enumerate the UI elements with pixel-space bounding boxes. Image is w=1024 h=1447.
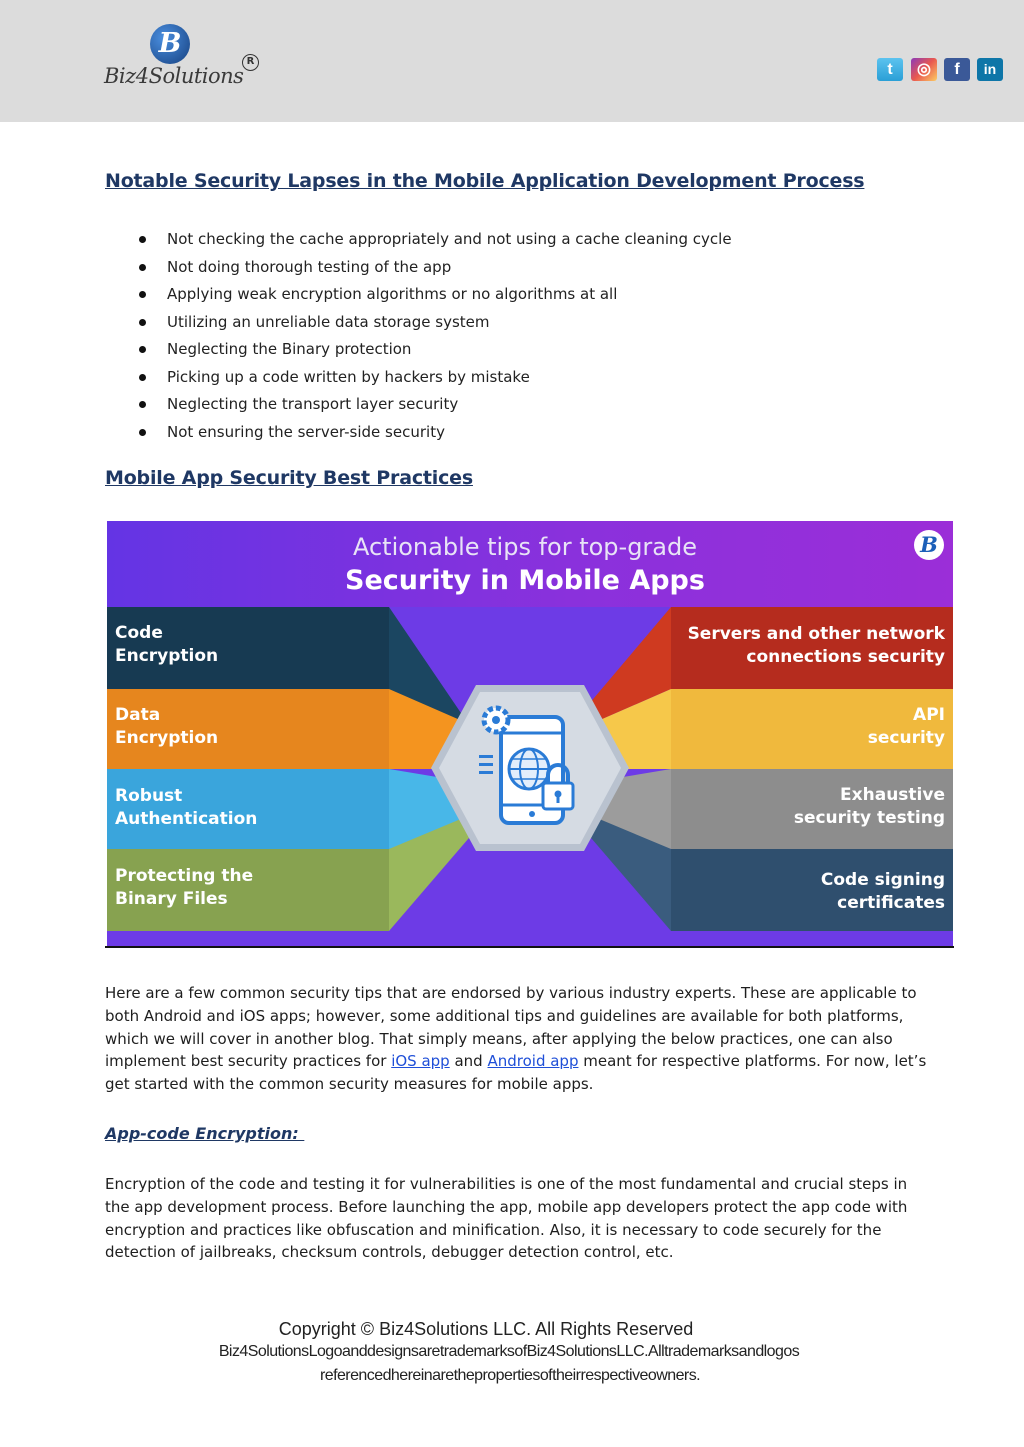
intro-paragraph — [105, 982, 955, 1096]
infographic-title-line1: Actionable tips for top-grade — [352, 533, 698, 561]
instagram-icon[interactable]: ◎ — [911, 58, 937, 81]
text-line: the app development process. Before launching the app, mobile app developers protect the app code with — [105, 1197, 908, 1216]
text-line: detection of jailbreaks, checksum controls, debugger detection control, etc. — [105, 1243, 674, 1262]
ios-app-link[interactable]: iOS app — [391, 1052, 450, 1071]
linkedin-icon[interactable]: in — [977, 58, 1003, 81]
list-item: Utilizing an unreliable data storage system — [133, 311, 732, 339]
security-lapses-list — [133, 228, 732, 448]
list-item: Not checking the cache appropriately and not using a cache cleaning cycle — [133, 228, 732, 256]
list-item: Neglecting the transport layer security — [133, 393, 732, 421]
tip-label-robust-authentication: Robust Authentication — [115, 786, 258, 829]
text-line: get started with the common security measures for mobile apps. — [105, 1075, 594, 1094]
tip-label-data-encryption: Data Encryption — [115, 705, 219, 748]
tip-label-servers-security: Servers and other network connections security — [687, 624, 945, 667]
logo-wordmark: Biz4Solutions — [104, 64, 244, 88]
tip-label-security-testing: Exhaustive security testing — [793, 785, 945, 828]
list-item: Not ensuring the server-side security — [133, 421, 732, 449]
infographic-title-line2: Security in Mobile Apps — [345, 565, 705, 596]
registered-mark-icon: R — [242, 54, 259, 71]
twitter-icon[interactable]: t — [877, 58, 903, 81]
security-infographic — [107, 521, 953, 947]
list-item: Not doing thorough testing of the app — [133, 256, 732, 284]
list-item: Picking up a code written by hackers by mistake — [133, 366, 732, 394]
company-logo[interactable] — [104, 24, 264, 96]
page-header — [0, 0, 1024, 122]
footer-copyright: Copyright © Biz4Solutions LLC. All Rights Reserved — [278, 1319, 694, 1339]
tip-label-code-signing: Code signing certificates — [820, 870, 945, 913]
facebook-icon[interactable]: f — [944, 58, 970, 81]
brand-badge-icon: B — [914, 530, 944, 560]
list-item: Neglecting the Binary protection — [133, 338, 732, 366]
list-item: Applying weak encryption algorithms or no algorithms at all — [133, 283, 732, 311]
footer-trademark-line1: Biz4SolutionsLogoanddesignsaretrademarksofBiz4SolutionsLLC.Alltrademarksandlogos — [218, 1343, 800, 1360]
android-app-link[interactable]: Android app — [487, 1052, 579, 1071]
tip-label-api-security: API security — [867, 705, 945, 748]
text-line: Here are a few common security tips that are endorsed by various industry experts. These are applicable to — [105, 984, 917, 1002]
text-line: Encryption of the code and testing it for vulnerabilities is one of the most fundamental and crucial steps in — [105, 1175, 908, 1193]
section-title-security-lapses: Notable Security Lapses in the Mobile Application Development Process — [105, 170, 865, 192]
infographic-bottom-strip — [107, 931, 953, 947]
text-line: implement best security practices for iOS app and Android app meant for respective platforms. For now, let’s — [105, 1052, 927, 1071]
text-line: which we will cover in another blog. That simply means, after applying the below practices, one can also — [105, 1029, 893, 1048]
footer-trademark-line2: referencedhereinarethepropertiesoftheirrespectiveowners. — [319, 1367, 701, 1384]
infographic-divider — [105, 946, 954, 948]
section-title-best-practices: Mobile App Security Best Practices — [105, 467, 473, 489]
tip-label-binary-files: Protecting the Binary Files — [115, 866, 254, 909]
subsection-title-app-code-encryption: App-code Encryption: — [105, 1124, 305, 1143]
logo-mark-icon: B — [150, 24, 190, 64]
text-line: both Android and iOS apps; however, some additional tips and guidelines are available for both platforms, — [105, 1006, 904, 1025]
app-code-encryption-paragraph — [105, 1173, 955, 1264]
tip-label-code-encryption: Code Encryption — [115, 623, 219, 666]
text-line: encryption and practices like obfuscation and minification. Also, it is necessary to code securely for the — [105, 1220, 882, 1239]
